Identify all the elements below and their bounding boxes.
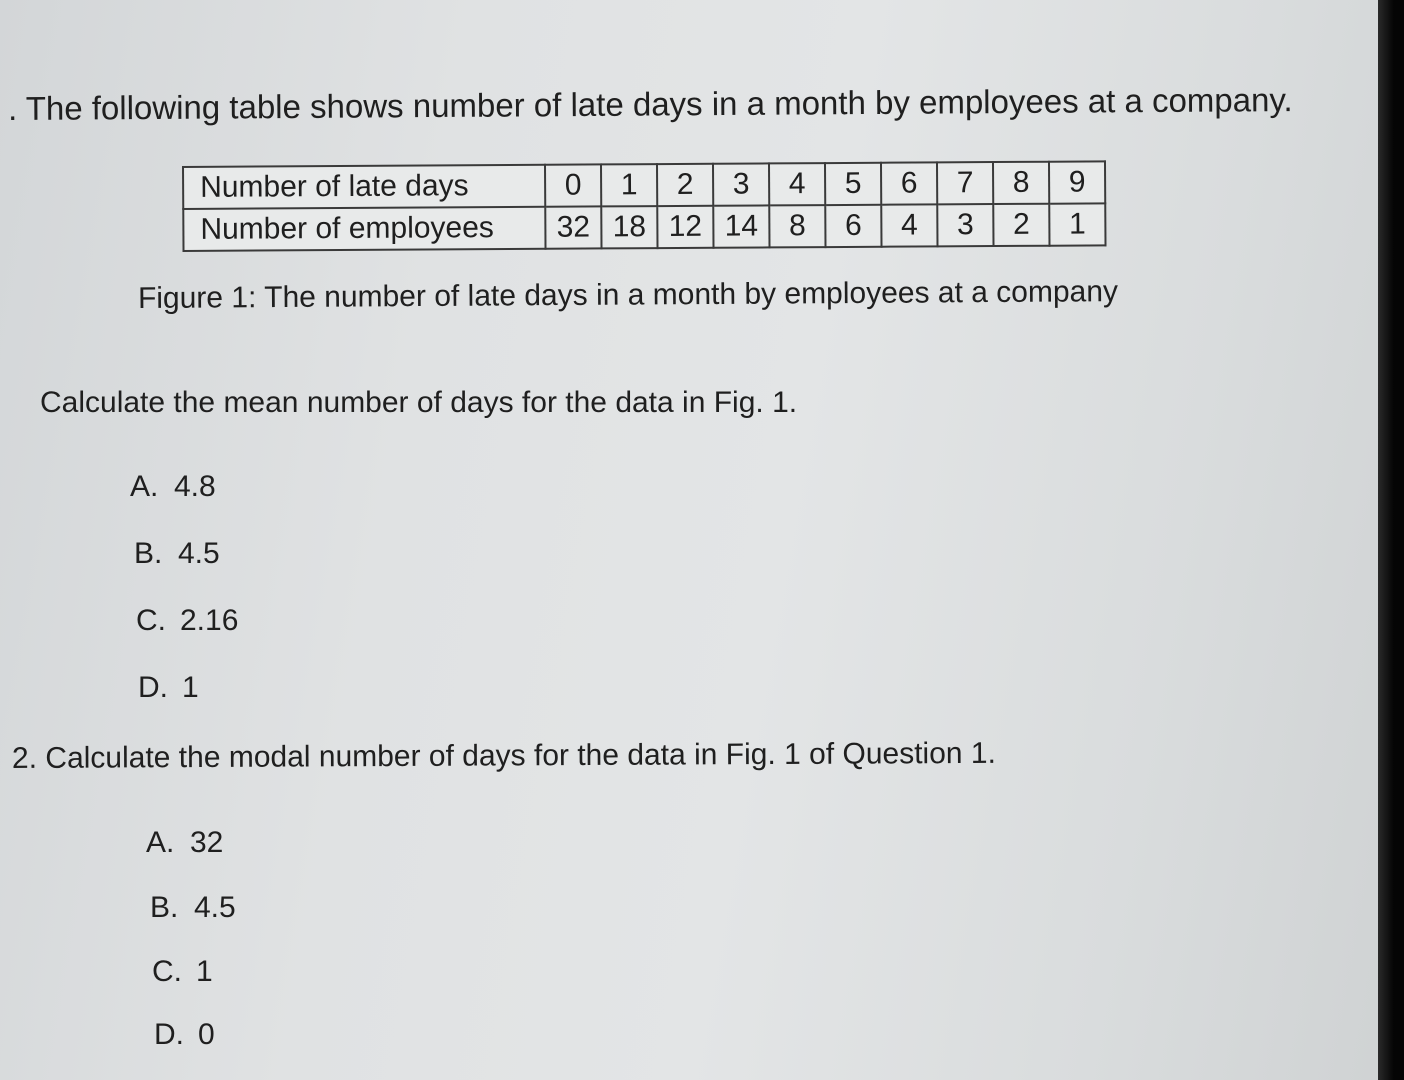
option-letter: C.	[136, 604, 166, 637]
table-cell: 4	[881, 204, 937, 246]
row-header-late-days: Number of late days	[183, 165, 545, 209]
monitor-bezel	[1378, 0, 1404, 1080]
q1-option-a[interactable]	[130, 470, 216, 504]
table-cell: 14	[713, 205, 769, 247]
q2-option-c[interactable]	[152, 955, 213, 989]
table-cell: 5	[825, 163, 881, 205]
table-cell: 1	[601, 164, 657, 206]
table-cell: 8	[769, 205, 825, 247]
table-cell: 7	[937, 162, 993, 204]
q1-option-b[interactable]	[134, 537, 220, 571]
option-letter: D.	[138, 671, 168, 704]
q1-option-c[interactable]	[136, 604, 238, 638]
table-row-employees	[183, 203, 1105, 251]
question-2-prompt: 2. Calculate the modal number of days for the data in Fig. 1 of Question 1.	[11, 736, 996, 775]
question-1-prompt: Calculate the mean number of days for the data in Fig. 1.	[40, 386, 798, 419]
table-cell: 32	[545, 206, 601, 248]
option-letter: D.	[154, 1018, 184, 1051]
figure-caption: Figure 1: The number of late days in a month by employees at a company	[137, 275, 1119, 315]
q2-option-a[interactable]	[146, 826, 223, 860]
late-days-table	[182, 160, 1107, 252]
table-cell: 3	[713, 163, 769, 205]
table-cell: 4	[769, 163, 825, 205]
table-cell: 9	[1049, 161, 1105, 203]
table-row-late-days	[183, 161, 1105, 209]
row-header-employees: Number of employees	[183, 207, 545, 251]
option-value: 32	[190, 826, 224, 859]
option-letter: A.	[130, 470, 159, 503]
option-value: 1	[182, 671, 199, 704]
option-letter: A.	[146, 826, 175, 859]
option-value: 4.8	[174, 470, 216, 503]
q2-option-d[interactable]	[154, 1018, 215, 1052]
table-cell: 3	[937, 204, 993, 246]
table-cell: 2	[657, 164, 713, 206]
q1-option-d[interactable]	[138, 671, 199, 705]
table-cell: 12	[657, 206, 713, 248]
table-cell: 6	[825, 205, 881, 247]
table-cell: 6	[881, 162, 937, 204]
table-cell: 1	[1049, 203, 1105, 245]
option-value: 4.5	[194, 891, 236, 924]
table-cell: 2	[993, 204, 1049, 246]
option-letter: C.	[152, 955, 182, 988]
table-cell: 0	[545, 164, 601, 206]
option-value: 0	[198, 1018, 215, 1051]
option-letter: B.	[134, 537, 163, 570]
option-value: 1	[196, 955, 213, 988]
question-1-intro: . The following table shows number of late days in a month by employees at a company.	[7, 81, 1293, 127]
table-cell: 8	[993, 162, 1049, 204]
q2-option-b[interactable]	[150, 891, 236, 925]
option-value: 2.16	[180, 604, 239, 637]
table-cell: 18	[601, 206, 657, 248]
option-letter: B.	[150, 891, 179, 924]
option-value: 4.5	[178, 537, 220, 570]
